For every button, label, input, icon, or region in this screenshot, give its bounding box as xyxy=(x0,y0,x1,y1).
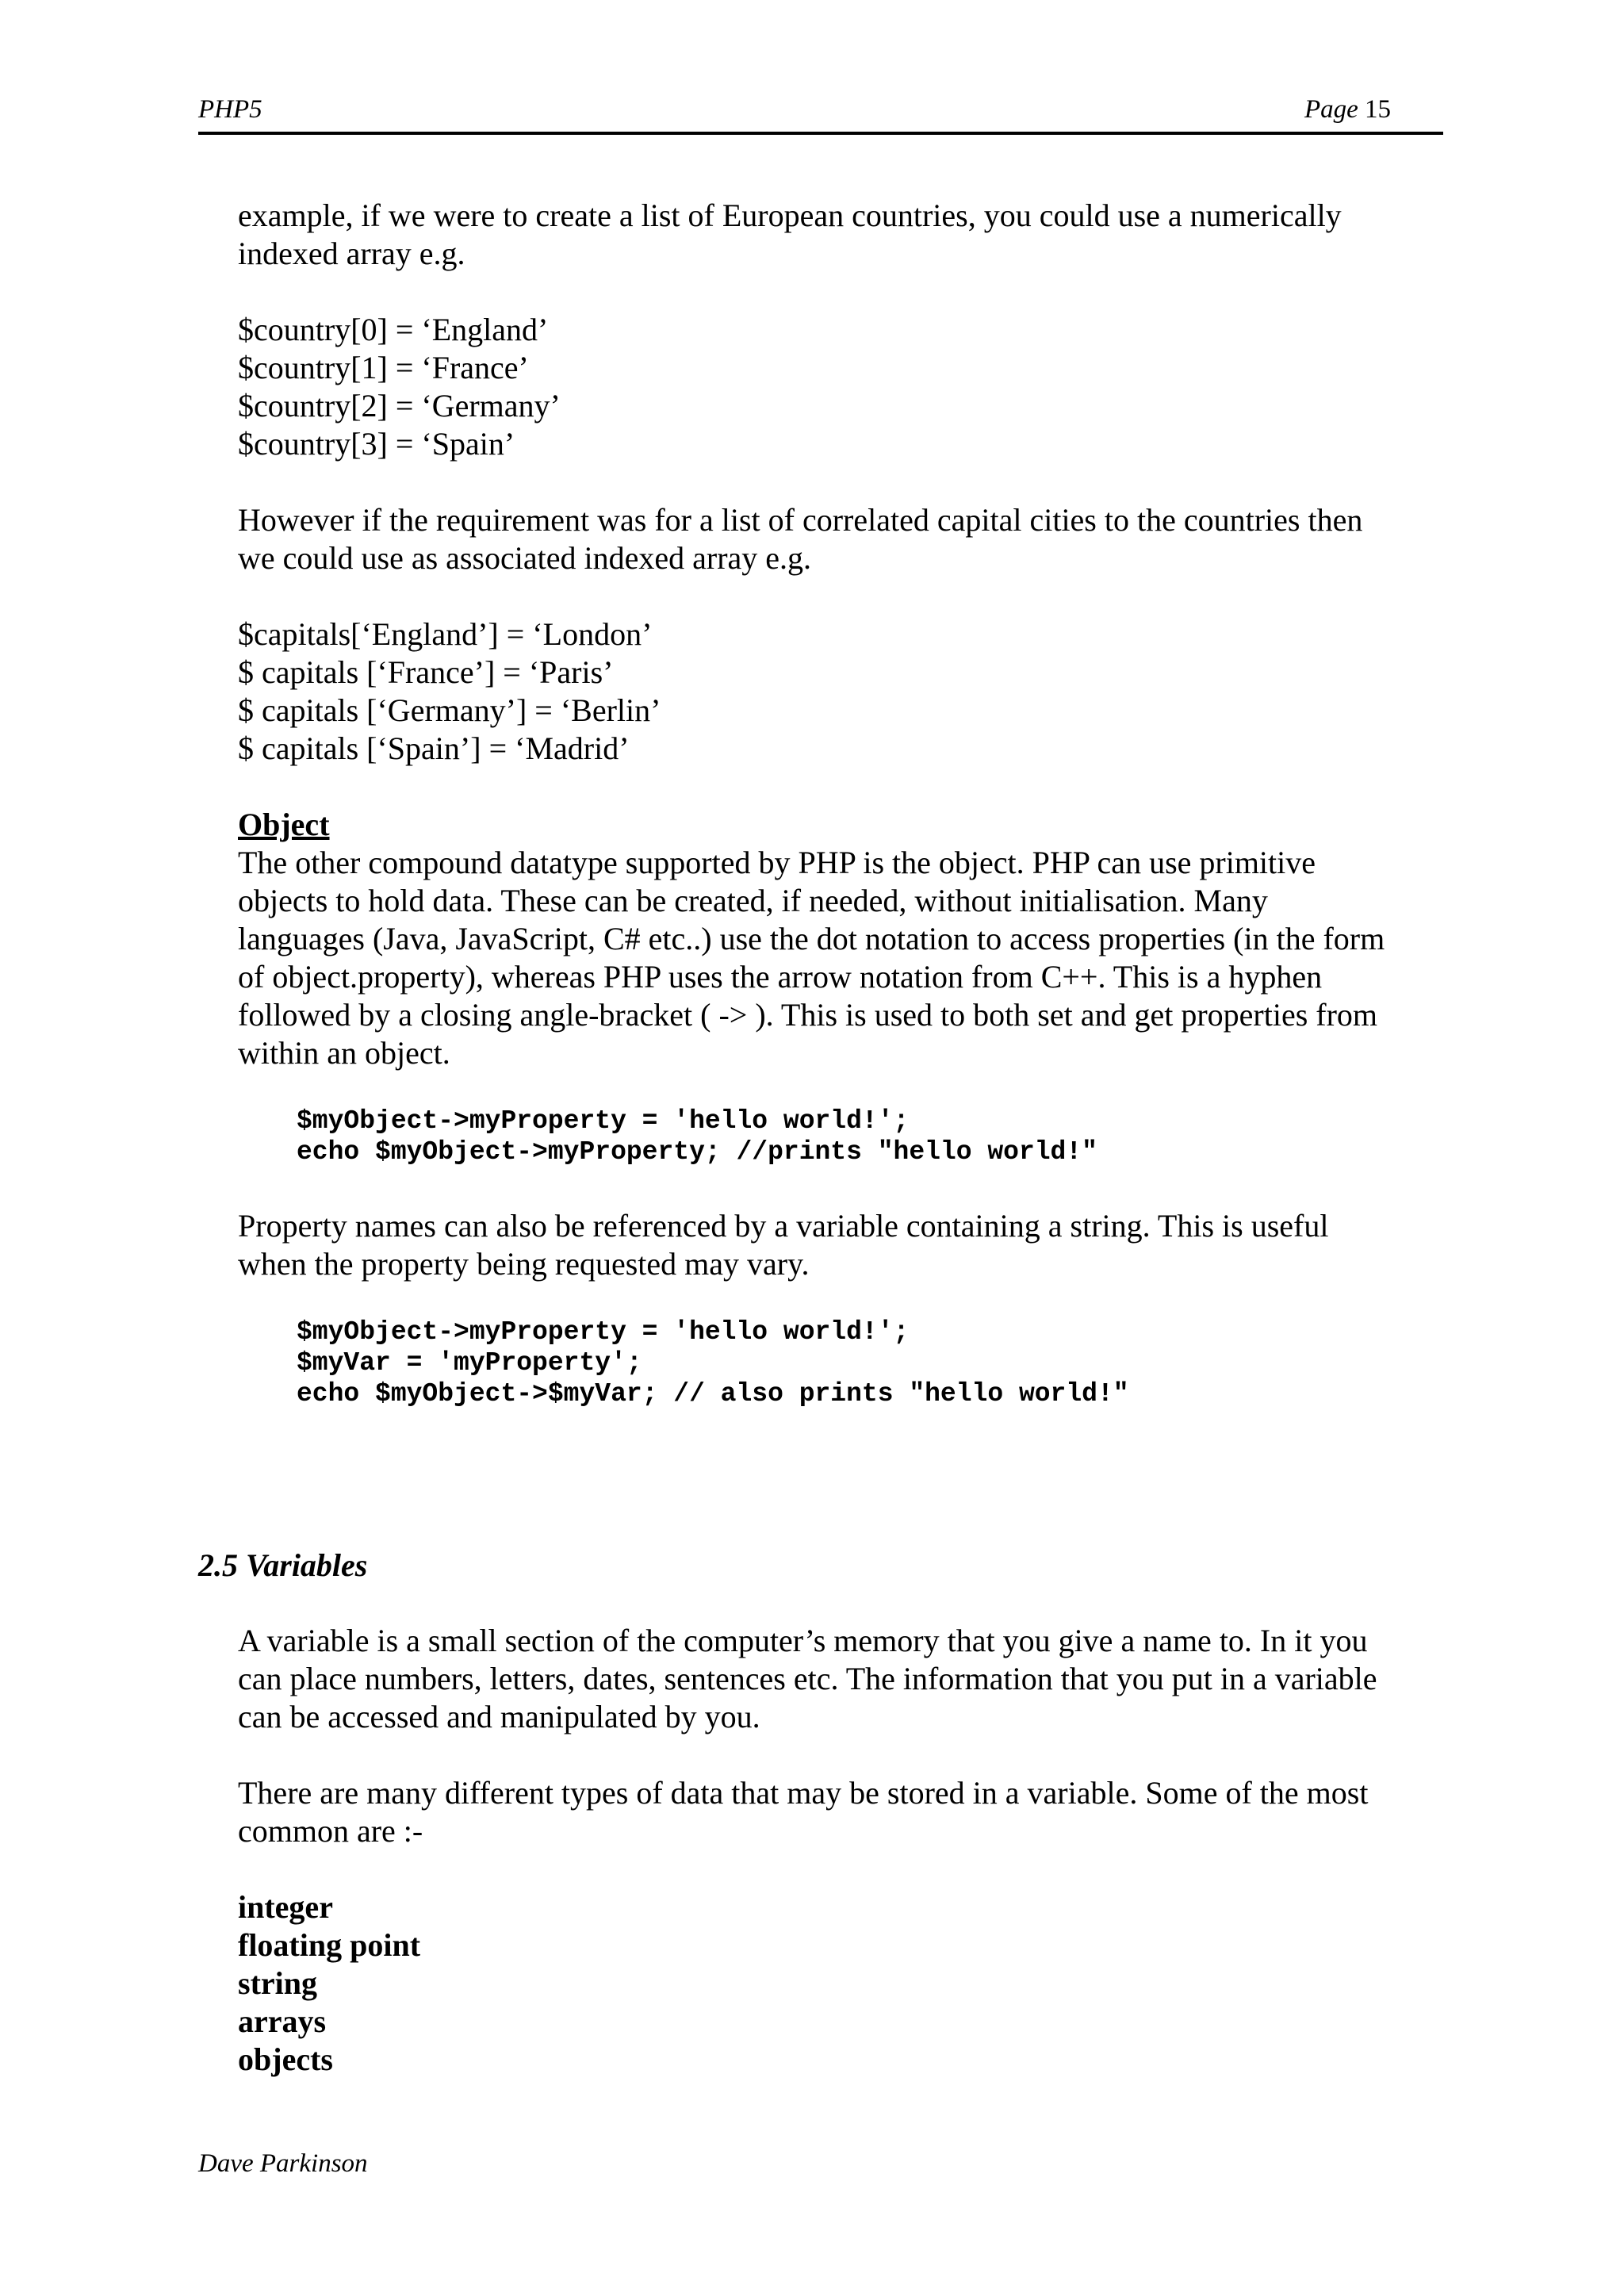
page-number: 15 xyxy=(1365,95,1391,124)
main-content xyxy=(238,197,1443,1409)
code-line: echo $myObject->$myVar; // also prints "hello world!" xyxy=(297,1379,1129,1409)
object-para-line: objects to hold data. These can be created, if needed, without initialisation. Many xyxy=(238,883,1268,918)
data-type-item: floating point xyxy=(238,1927,421,1963)
section-title: 2.5 Variables xyxy=(198,1547,368,1583)
page-number-label xyxy=(1304,95,1391,125)
data-type-item: integer xyxy=(238,1889,333,1925)
data-type-item: objects xyxy=(238,2041,333,2077)
variables-para2-line: common are :- xyxy=(238,1813,423,1849)
capitals-line: $ capitals [‘France’] = ‘Paris’ xyxy=(238,654,614,690)
object-para-line: languages (Java, JavaScript, C# etc..) use the dot notation to access properties (in the form xyxy=(238,921,1385,956)
object-para-line: within an object. xyxy=(238,1035,450,1071)
capitals-line: $ capitals [‘Germany’] = ‘Berlin’ xyxy=(238,692,661,728)
code-line: $myVar = 'myProperty'; xyxy=(297,1348,642,1378)
page-label: Page xyxy=(1304,95,1358,124)
data-type-item: string xyxy=(238,1965,317,2001)
variables-para1-line: can be accessed and manipulated by you. xyxy=(238,1699,760,1734)
assoc-intro-line-1: However if the requirement was for a list of correlated capital cities to the countries then xyxy=(238,502,1363,538)
intro-line-1: example, if we were to create a list of European countries, you could use a numerically xyxy=(238,197,1342,233)
country-line: $country[1] = ‘France’ xyxy=(238,350,529,385)
object-para-line: The other compound datatype supported by PHP is the object. PHP can use primitive xyxy=(238,845,1316,880)
code-line: $myObject->myProperty = 'hello world!'; xyxy=(297,1106,910,1136)
variables-para1-line: can place numbers, letters, dates, sentences etc. The information that you put in a variable xyxy=(238,1661,1377,1696)
variables-content xyxy=(238,1622,1443,2079)
variables-para1-line: A variable is a small section of the computer’s memory that you give a name to. In it you xyxy=(238,1623,1368,1658)
country-line: $country[0] = ‘England’ xyxy=(238,312,549,347)
data-type-list xyxy=(238,1888,1443,2079)
object-para2-line: when the property being requested may vary. xyxy=(238,1246,810,1282)
intro-line-2: indexed array e.g. xyxy=(238,236,465,271)
assoc-intro-line-2: we could use as associated indexed array e.g. xyxy=(238,540,812,576)
country-line: $country[2] = ‘Germany’ xyxy=(238,388,561,424)
object-para-line: of object.property), whereas PHP uses the arrow notation from C++. This is a hyphen xyxy=(238,959,1323,995)
object-para2-line: Property names can also be referenced by a variable containing a string. This is useful xyxy=(238,1208,1329,1244)
code-line: echo $myObject->myProperty; //prints "hello world!" xyxy=(297,1137,1097,1167)
page-footer: Dave Parkinson xyxy=(198,2149,368,2178)
page-header xyxy=(198,94,1443,135)
capitals-line: $ capitals [‘Spain’] = ‘Madrid’ xyxy=(238,730,630,766)
country-line: $country[3] = ‘Spain’ xyxy=(238,426,515,462)
data-type-item: arrays xyxy=(238,2003,327,2039)
variables-para2-line: There are many different types of data that may be stored in a variable. Some of the most xyxy=(238,1775,1369,1811)
object-heading: Object xyxy=(238,807,330,842)
header-title: PHP5 xyxy=(198,95,262,124)
code-line: $myObject->myProperty = 'hello world!'; xyxy=(297,1317,910,1347)
capitals-line: $capitals[‘England’] = ‘London’ xyxy=(238,616,653,652)
object-para-line: followed by a closing angle-bracket ( -> ). This is used to both set and get properties from xyxy=(238,997,1378,1033)
